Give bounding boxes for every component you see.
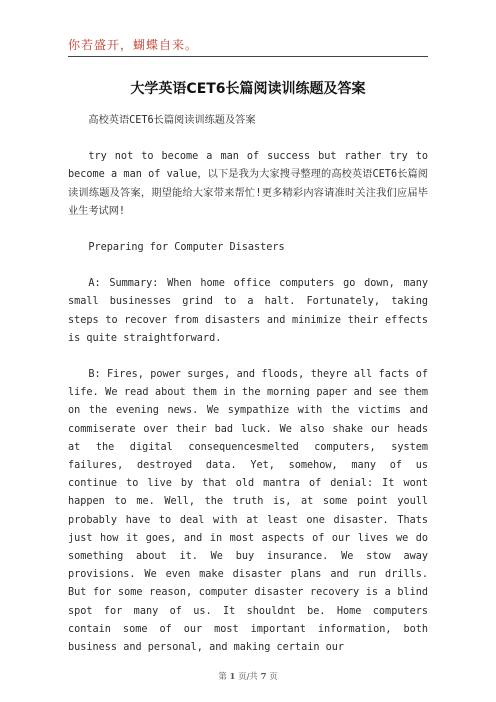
subtitle-paragraph: 高校英语CET6长篇阅读训练题及答案 bbox=[88, 115, 256, 126]
footer-total-pages: 7 bbox=[260, 672, 267, 682]
footer-page-number: 1 bbox=[229, 672, 236, 682]
header-divider bbox=[68, 56, 428, 57]
page-footer bbox=[0, 670, 496, 682]
footer-suffix: 页 bbox=[269, 672, 278, 682]
paragraph-a: A: Summary: When home office computers go down, many small businesses grind to a halt. Fortunately, taking steps to recover from disasters and minimize their effects is quite straightforward. bbox=[68, 278, 428, 344]
document-body bbox=[68, 112, 428, 657]
footer-prefix: 第 bbox=[218, 672, 227, 682]
footer-middle: 页/共 bbox=[238, 672, 258, 682]
paragraph-b: B: Fires, power surges, and floods, theyre all facts of life. We read about them in the morning paper and see them on the evening news. We sympathize with the victims and commiserate over their bad luck. We also shake our heads at the digital consequencesmelted computers, system failures, destroyed data. Yet, somehow, many of us continue to live by that old mantra of denial: It wont happen to me. Well, the truth is, at some point youll probably have to deal with at least one disaster. Thats just how it goes, and in most aspects of our lives we do something about it. We buy insurance. We stow away provisions. We even make disaster plans and run drills. But for some reason, computer disaster recovery is a blind spot for many of us. It shouldnt be. Home computers contain some of our most important information, both business and personal, and making certain our bbox=[68, 369, 428, 654]
intro-paragraph: try not to become a man of success but rather try to become a man of value，以下是我为大家搜寻整理的高校英语CET6长篇阅读训练题及答案，期望能给大家带来帮忙!更多精彩内容请准时关注我们应届毕业生考试网! bbox=[68, 151, 428, 217]
header-motto: 你若盛开，蝴蝶自来。 bbox=[68, 38, 199, 52]
passage-title: Preparing for Computer Disasters bbox=[88, 242, 285, 254]
document-title: 大学英语CET6长篇阅读训练题及答案 bbox=[130, 81, 366, 97]
